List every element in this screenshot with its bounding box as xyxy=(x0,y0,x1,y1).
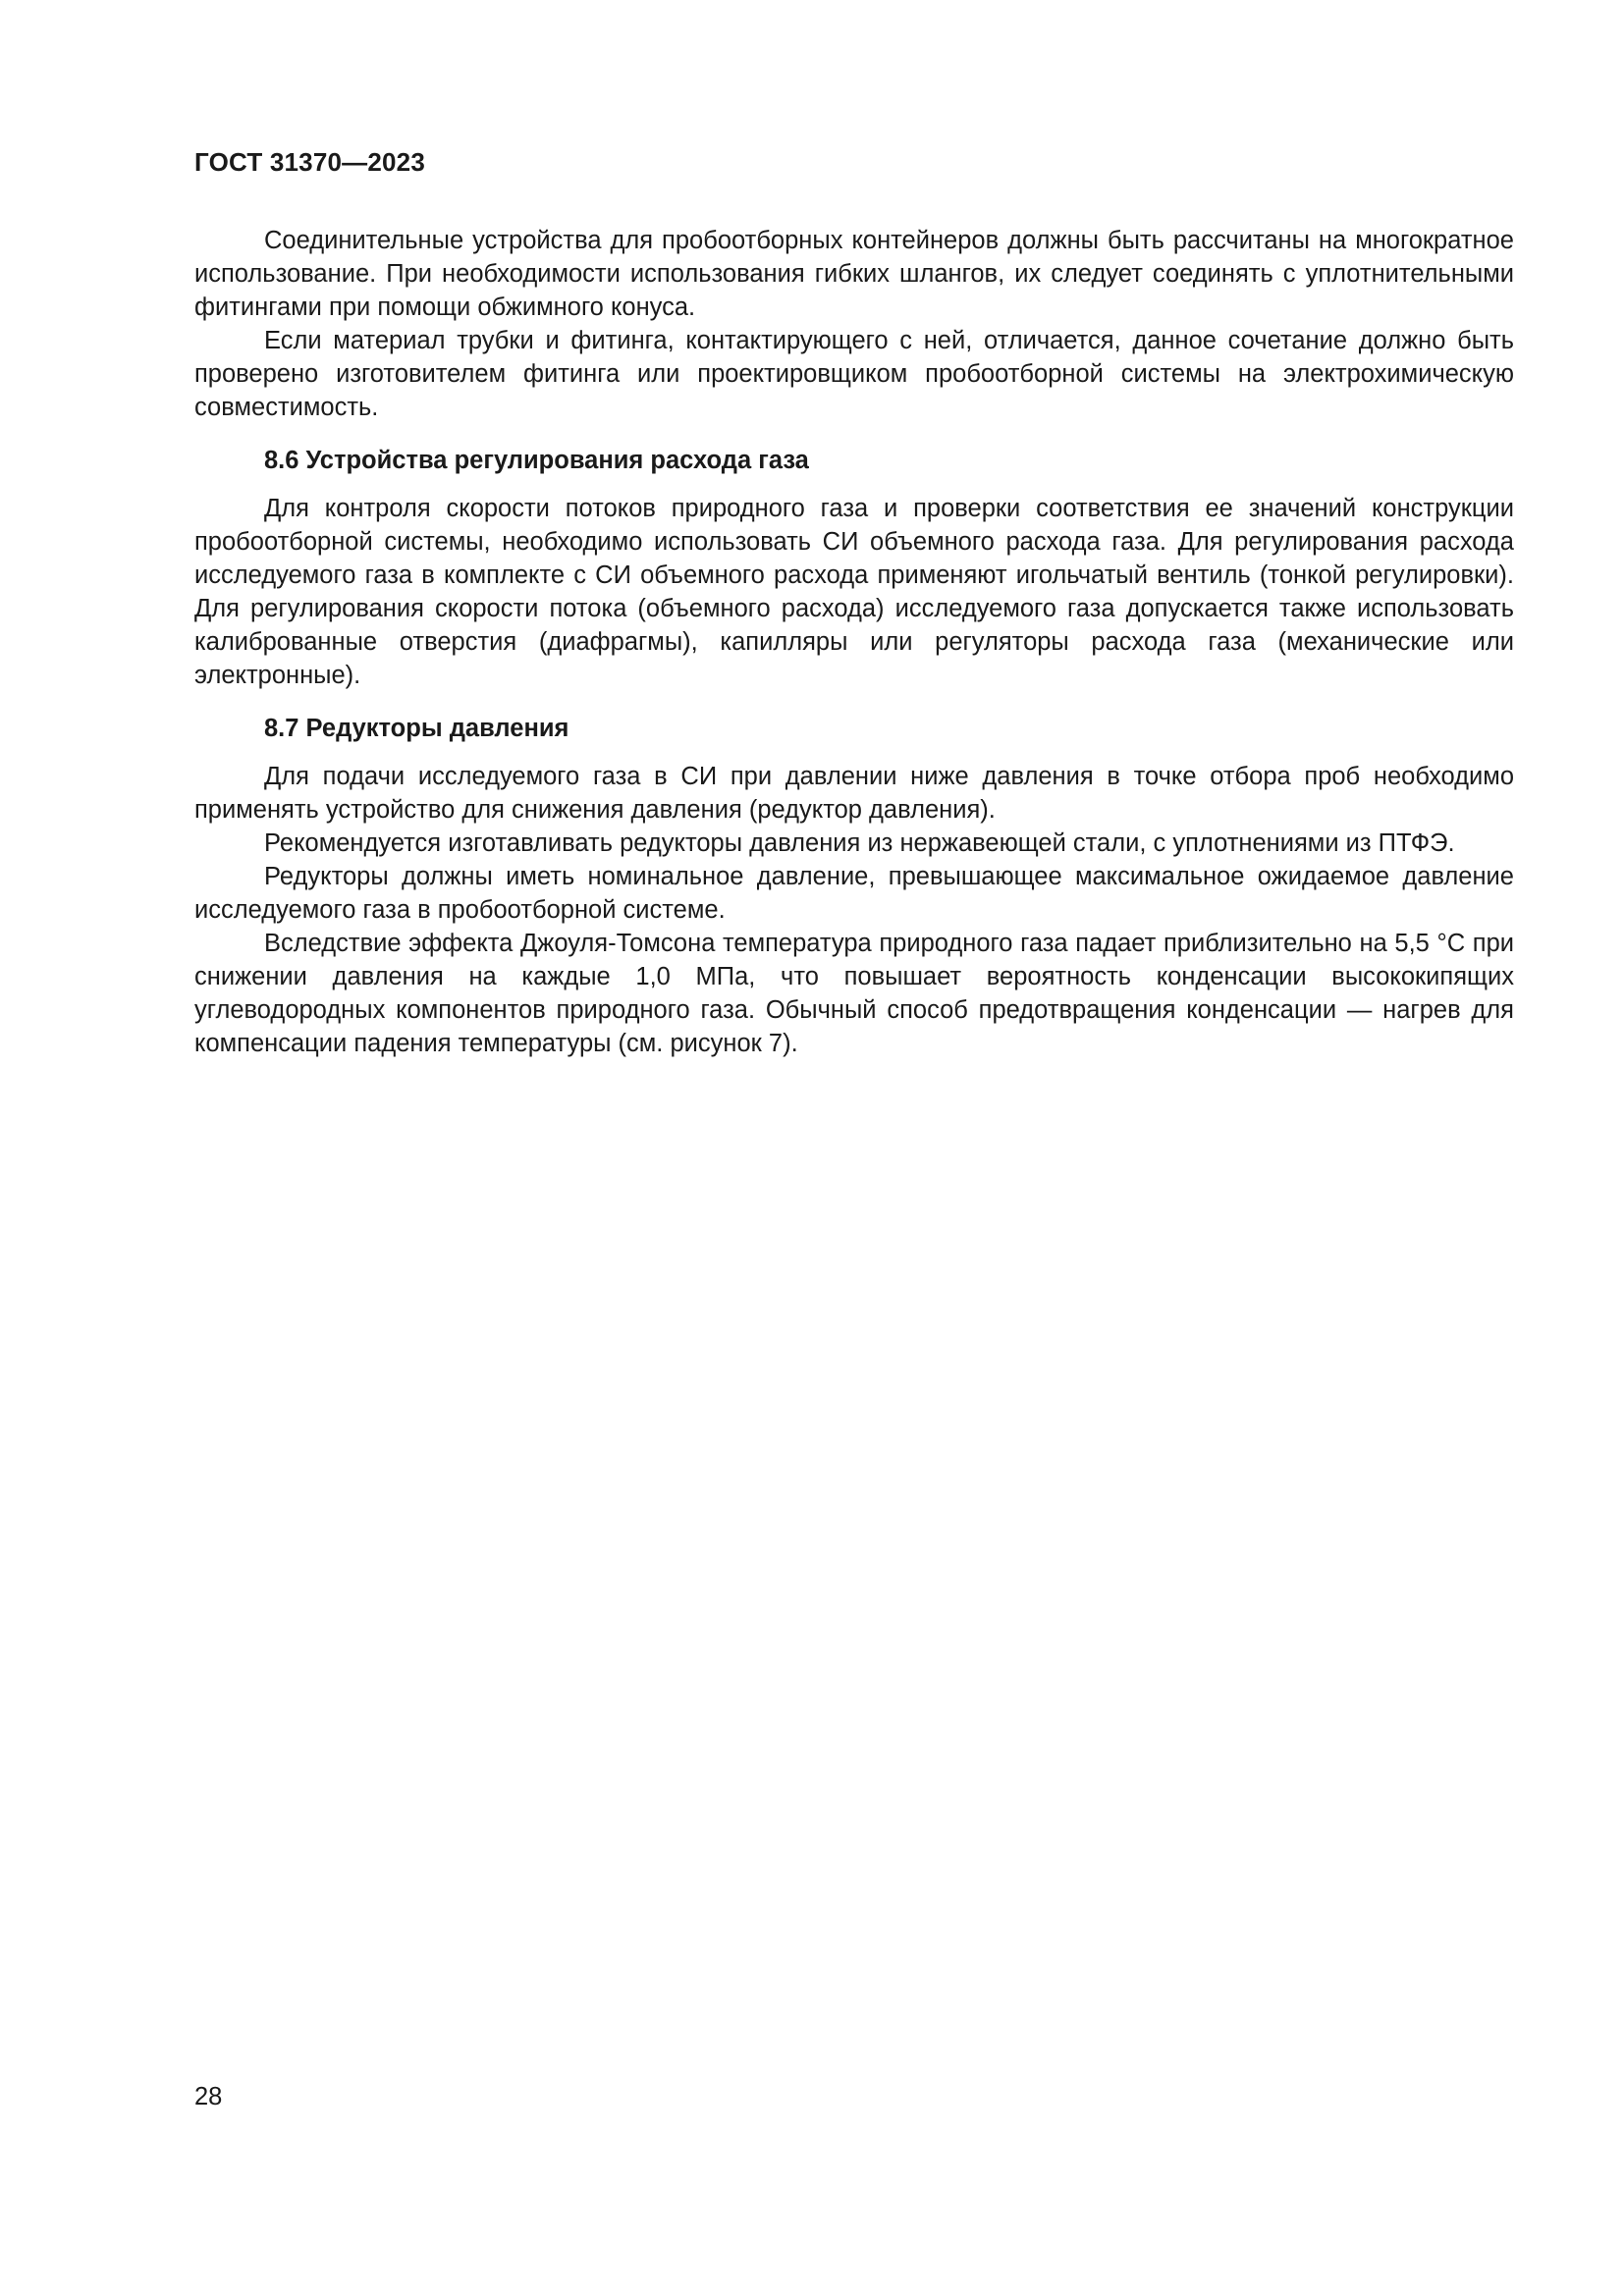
section-heading-8-7: 8.7 Редукторы давления xyxy=(264,715,569,742)
document-body xyxy=(194,224,1514,1060)
section-heading-8-6: 8.6 Устройства регулирования расхода газа xyxy=(264,447,809,474)
page-number: 28 xyxy=(194,2083,223,2110)
paragraph: Редукторы должны иметь номинальное давление, превышающее максимальное ожидаемое давление исследуемого газа в пробоотборной системе. xyxy=(194,863,1514,924)
paragraph: Для подачи исследуемого газа в СИ при давлении ниже давления в точке отбора проб необходимо применять устройство для снижения давления (редуктор давления). xyxy=(194,763,1514,824)
paragraph: Если материал трубки и фитинга, контактирующего с ней, отличается, данное сочетание должно быть проверено изготовителем фитинга или проектировщиком пробоотборной системы на электрохимическую совместимость. xyxy=(194,327,1514,421)
paragraph: Вследствие эффекта Джоуля-Томсона температура природного газа падает приблизительно на 5,5 °С при снижении давления на каждые 1,0 МПа, что повышает вероятность конденсации высококипящих углеводородных компонентов природного газа. Обычный способ предотвращения конденсации — нагрев для компенсации падения температуры (см. рисунок 7). xyxy=(194,930,1514,1057)
paragraph: Для контроля скорости потоков природного газа и проверки соответствия ее значений конструкции пробоотборной системы, необходимо использовать СИ объемного расхода газа. Для регулирования расхода исследуемого газа в комплекте с СИ объемного расхода применяют игольчатый вентиль (тонкой регулировки). Для регулирования скорости потока (объемного расхода) исследуемого газа допускается также использовать калиброванные отверстия (диафрагмы), капилляры или регуляторы расхода газа (механические или электронные). xyxy=(194,495,1514,689)
paragraph: Соединительные устройства для пробоотборных контейнеров должны быть рассчитаны на многократное использование. При необходимости использования гибких шлангов, их следует соединять с уплотнительными фитингами при помощи обжимного конуса. xyxy=(194,227,1514,321)
paragraph: Рекомендуется изготавливать редукторы давления из нержавеющей стали, с уплотнениями из ПТФЭ. xyxy=(264,829,1455,857)
document-header: ГОСТ 31370—2023 xyxy=(194,147,425,177)
